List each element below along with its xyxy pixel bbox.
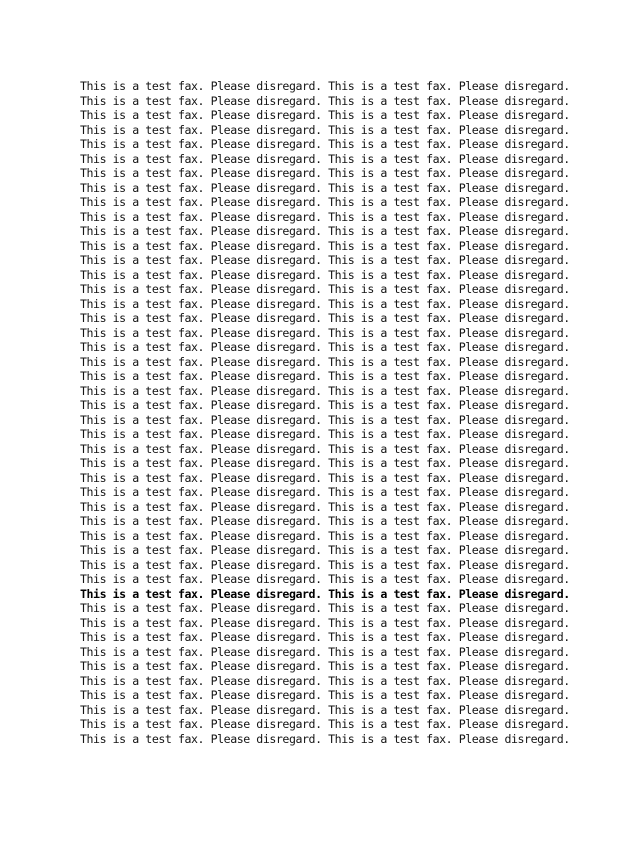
fax-text-line: This is a test fax. Please disregard. This is a test fax. Please disregard.	[80, 644, 570, 659]
fax-text-line: This is a test fax. Please disregard. This is a test fax. Please disregard.	[80, 253, 570, 267]
fax-text-line: This is a test fax. Please disregard. This is a test fax. Please disregard.	[80, 180, 570, 195]
fax-text-line: This is a test fax. Please disregard. This is a test fax. Please disregard.	[80, 282, 570, 296]
fax-text-line: This is a test fax. Please disregard. This is a test fax. Please disregard.	[80, 209, 570, 224]
fax-text-line: This is a test fax. Please disregard. This is a test fax. Please disregard.	[80, 108, 570, 122]
fax-text-line: This is a test fax. Please disregard. This is a test fax. Please disregard.	[80, 731, 570, 746]
fax-text-line: This is a test fax. Please disregard. This is a test fax. Please disregard.	[80, 586, 570, 601]
fax-text-line: This is a test fax. Please disregard. This is a test fax. Please disregard.	[80, 354, 570, 369]
fax-text-line: This is a test fax. Please disregard. This is a test fax. Please disregard.	[80, 340, 570, 354]
fax-text-line: This is a test fax. Please disregard. This is a test fax. Please disregard.	[80, 514, 570, 528]
fax-text-line: This is a test fax. Please disregard. This is a test fax. Please disregard.	[80, 528, 570, 543]
fax-text-line: This is a test fax. Please disregard. This is a test fax. Please disregard.	[80, 383, 570, 398]
fax-text-line: This is a test fax. Please disregard. This is a test fax. Please disregard.	[80, 485, 570, 499]
fax-text-line: This is a test fax. Please disregard. This is a test fax. Please disregard.	[80, 369, 570, 383]
fax-text-line: This is a test fax. Please disregard. This is a test fax. Please disregard.	[80, 238, 570, 253]
fax-text-line: This is a test fax. Please disregard. This is a test fax. Please disregard.	[80, 543, 570, 557]
fax-text-line: This is a test fax. Please disregard. This is a test fax. Please disregard.	[80, 93, 570, 108]
fax-text-line: This is a test fax. Please disregard. This is a test fax. Please disregard.	[80, 224, 570, 238]
fax-text-line: This is a test fax. Please disregard. This is a test fax. Please disregard.	[80, 659, 570, 673]
fax-text-line: This is a test fax. Please disregard. This is a test fax. Please disregard.	[80, 267, 570, 282]
fax-text-body	[80, 79, 620, 746]
fax-text-line: This is a test fax. Please disregard. This is a test fax. Please disregard.	[80, 601, 570, 615]
fax-text-line: This is a test fax. Please disregard. This is a test fax. Please disregard.	[80, 79, 570, 93]
fax-text-line: This is a test fax. Please disregard. This is a test fax. Please disregard.	[80, 572, 570, 586]
fax-text-line: This is a test fax. Please disregard. This is a test fax. Please disregard.	[80, 325, 570, 340]
fax-text-line: This is a test fax. Please disregard. This is a test fax. Please disregard.	[80, 673, 570, 688]
fax-text-line: This is a test fax. Please disregard. This is a test fax. Please disregard.	[80, 630, 570, 644]
fax-text-line: This is a test fax. Please disregard. This is a test fax. Please disregard.	[80, 688, 570, 702]
fax-text-line: This is a test fax. Please disregard. This is a test fax. Please disregard.	[80, 702, 570, 717]
fax-text-line: This is a test fax. Please disregard. This is a test fax. Please disregard.	[80, 151, 570, 166]
fax-text-line: This is a test fax. Please disregard. This is a test fax. Please disregard.	[80, 137, 570, 151]
fax-text-line: This is a test fax. Please disregard. This is a test fax. Please disregard.	[80, 557, 570, 572]
fax-text-line: This is a test fax. Please disregard. This is a test fax. Please disregard.	[80, 441, 570, 456]
fax-text-line: This is a test fax. Please disregard. This is a test fax. Please disregard.	[80, 615, 570, 630]
fax-text-line: This is a test fax. Please disregard. This is a test fax. Please disregard.	[80, 499, 570, 514]
fax-text-line: This is a test fax. Please disregard. This is a test fax. Please disregard.	[80, 122, 570, 137]
fax-text-line: This is a test fax. Please disregard. This is a test fax. Please disregard.	[80, 412, 570, 427]
fax-text-line: This is a test fax. Please disregard. This is a test fax. Please disregard.	[80, 311, 570, 325]
fax-text-line: This is a test fax. Please disregard. This is a test fax. Please disregard.	[80, 398, 570, 412]
fax-text-line: This is a test fax. Please disregard. This is a test fax. Please disregard.	[80, 166, 570, 180]
fax-text-line: This is a test fax. Please disregard. This is a test fax. Please disregard.	[80, 470, 570, 485]
fax-text-line: This is a test fax. Please disregard. This is a test fax. Please disregard.	[80, 195, 570, 209]
fax-text-line: This is a test fax. Please disregard. This is a test fax. Please disregard.	[80, 717, 570, 731]
fax-text-line: This is a test fax. Please disregard. This is a test fax. Please disregard.	[80, 427, 570, 441]
fax-text-line: This is a test fax. Please disregard. This is a test fax. Please disregard.	[80, 456, 570, 470]
fax-text-line: This is a test fax. Please disregard. This is a test fax. Please disregard.	[80, 296, 570, 311]
